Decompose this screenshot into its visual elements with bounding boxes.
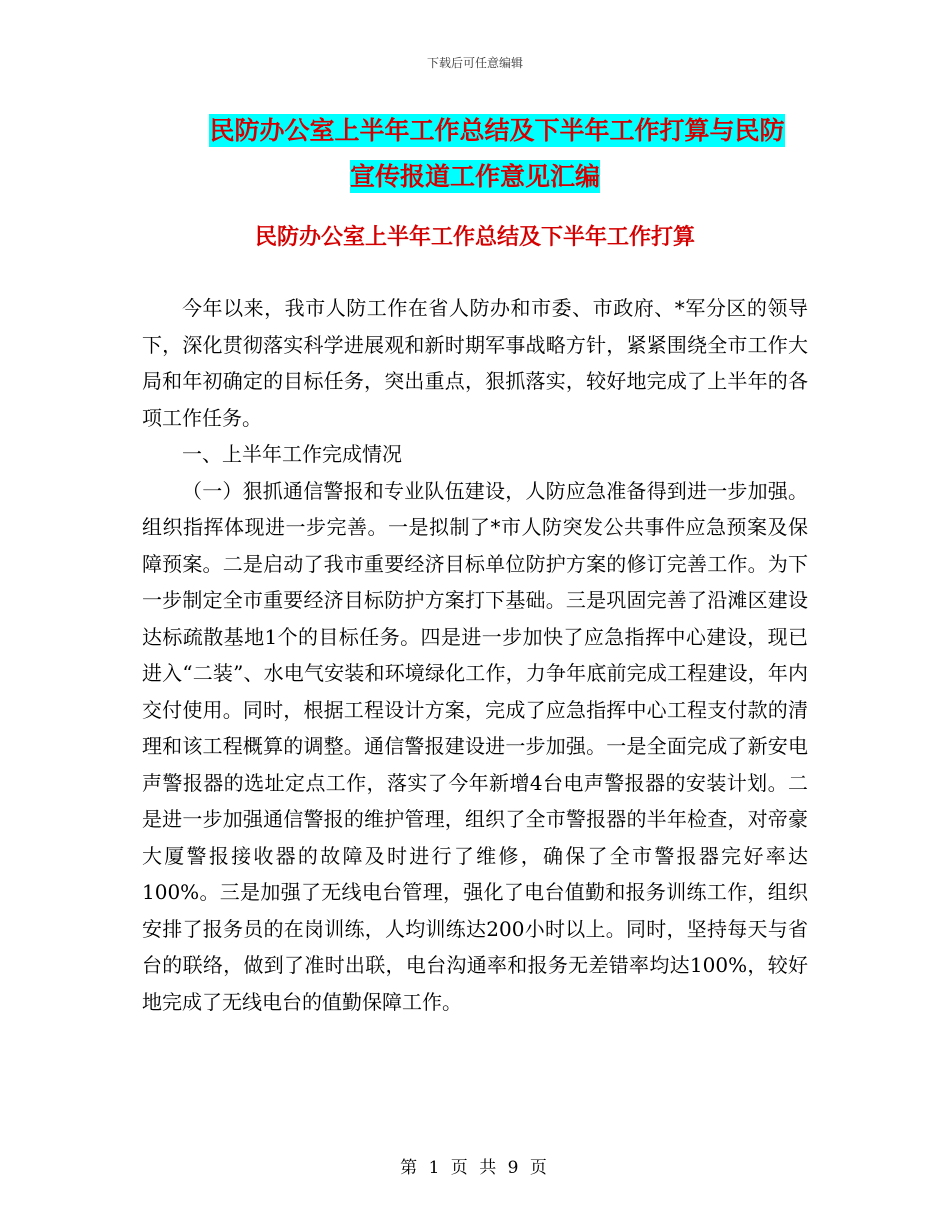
document-title-line1: 民防办公室上半年工作总结及下半年工作打算与民防 xyxy=(209,116,785,145)
document-title-line2: 宣传报道工作意见汇编 xyxy=(349,162,600,191)
paragraph-intro: 今年以来，我市人防工作在省人防办和市委、市政府、*军分区的领导下，深化贯彻落实科学进展观和新时期军事战略方针，紧紧围绕全市工作大局和年初确定的目标任务，突出重点，狠抓落实，较好地完成了上半年的各项工作任务。 xyxy=(142,296,808,430)
body-text xyxy=(142,290,808,1020)
paragraph-section-1: （一）狠抓通信警报和专业队伍建设，人防应急准备得到进一步加强。组织指挥体现进一步完善。一是拟制了*市人防突发公共事件应急预案及保障预案。二是启动了我市重要经济目标单位防护方案的修订完善工作。为下一步制定全市重要经济目标防护方案打下基础。三是巩固完善了沿滩区建设达标疏散基地1个的目标任务。四是进一步加快了应急指挥中心建设，现已进入“二装”、水电气安装和环境绿化工作，力争年底前完成工程建设，年内交付使用。同时，根据工程设计方案，完成了应急指挥中心工程支付款的清理和该工程概算的调整。通信警报建设进一步加强。一是全面完成了新安电声警报器的选址定点工作，落实了今年新增4台电声警报器的安装计划。二是进一步加强通信警报的维护管理，组织了全市警报器的半年检查，对帝豪大厦警报接收器的故障及时进行了维修，确保了全市警报器完好率达100%。三是加强了无线电台管理，强化了电台值勤和报务训练工作，组织安排了报务员的在岗训练，人均训练达200小时以上。同时，坚持每天与省台的联络，做到了准时出联，电台沟通率和报务无差错率均达100%，较好地完成了无线电台的值勤保障工作。 xyxy=(142,478,808,1014)
document-title xyxy=(0,108,950,200)
header-note: 下载后可任意编辑 xyxy=(426,56,523,70)
page-footer: 第 1 页 共 9 页 xyxy=(400,1158,550,1178)
paragraph-heading-1: 一、上半年工作完成情况 xyxy=(182,442,402,466)
section-title: 民防办公室上半年工作总结及下半年工作打算 xyxy=(254,225,695,250)
